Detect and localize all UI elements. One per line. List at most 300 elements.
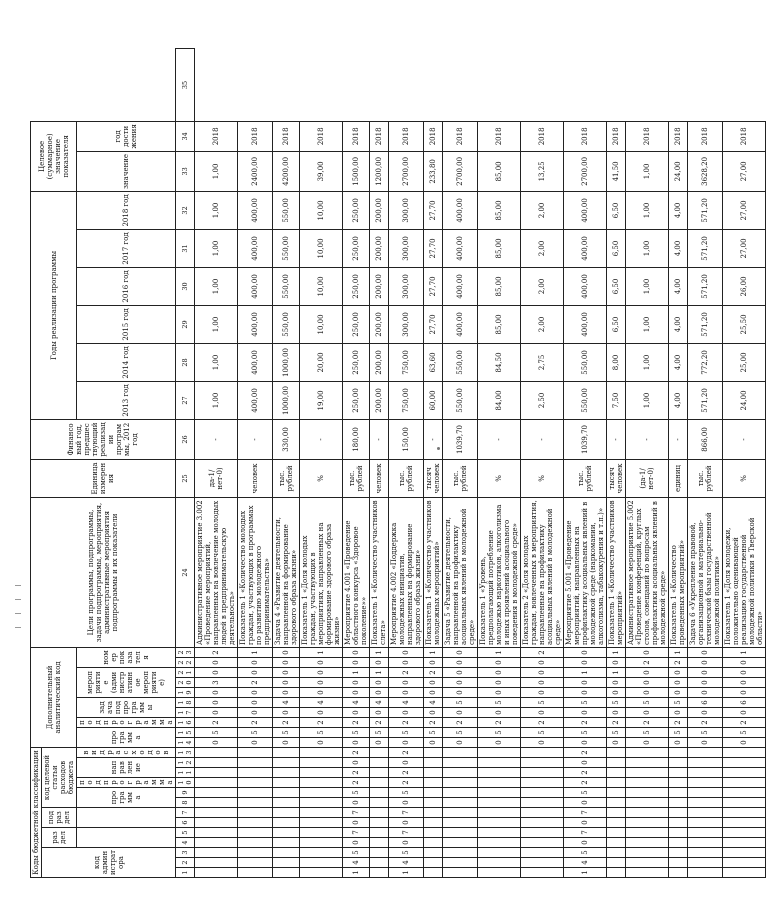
code-digit xyxy=(443,808,478,818)
column-number: 25 xyxy=(176,459,195,497)
year-value: 2,50 xyxy=(521,381,564,419)
code-digit: 4 xyxy=(370,697,389,707)
year-value: 1,00 xyxy=(626,381,669,419)
code-digit: 0 xyxy=(389,647,424,657)
target-value: 3628,20 xyxy=(688,151,723,191)
year-2018-header: 2018 год xyxy=(77,191,176,229)
code-digit xyxy=(273,858,300,868)
target-value: 1200,00 xyxy=(370,151,389,191)
code-digit xyxy=(626,858,669,868)
code-digit xyxy=(443,758,478,768)
code-digit xyxy=(443,798,478,808)
year-value: 19,00 xyxy=(300,381,343,419)
year-value: 84,00 xyxy=(478,381,521,419)
code-digit xyxy=(300,768,343,778)
row-fin-value: - xyxy=(521,419,564,459)
code-digit: 0 xyxy=(238,657,273,667)
code-digit: 0 xyxy=(626,667,669,677)
code-digit xyxy=(669,808,688,818)
code-digit xyxy=(370,828,389,838)
target-year: 2018 xyxy=(195,121,238,151)
row-unit: тыс. рублей xyxy=(273,459,300,497)
code-digit xyxy=(195,758,238,768)
program-table xyxy=(30,48,766,878)
row-fin-value: - xyxy=(723,419,766,459)
code-digit xyxy=(238,868,273,878)
code-digit xyxy=(478,778,521,788)
code-digit: 5 xyxy=(389,727,424,737)
code-digit: 5 xyxy=(564,788,607,798)
code-digit: 0 xyxy=(521,687,564,697)
row-name: Административное мероприятие 5.002 «Проведение конференций, круглых столов, совещаний по вопросам профилактики асоциальных явлений в молодежной среде» xyxy=(626,497,669,647)
target-value: 27,00 xyxy=(723,151,766,191)
code-digit: 0 xyxy=(195,737,238,747)
section-header: раздел xyxy=(42,828,77,848)
code-digit xyxy=(300,798,343,808)
code-digit xyxy=(607,828,626,838)
code-digit: 2 xyxy=(626,717,669,727)
code-digit: 0 xyxy=(370,737,389,747)
code-digit xyxy=(195,818,238,828)
codes-group-header: Коды бюджетной классификации xyxy=(31,747,42,877)
code-digit xyxy=(238,858,273,868)
code-digit xyxy=(424,798,443,808)
code-digit xyxy=(626,848,669,858)
code-digit xyxy=(723,848,766,858)
code-digit xyxy=(626,868,669,878)
code-digit xyxy=(273,808,300,818)
code-digit: 0 xyxy=(478,687,521,697)
row-fin-value: - xyxy=(195,419,238,459)
code-digit xyxy=(607,788,626,798)
code-digit: 3 xyxy=(195,677,238,687)
code-digit: 2 xyxy=(343,747,370,757)
year-value: 550,00 xyxy=(564,343,607,381)
expense-group-sub-header: вид расходов xyxy=(77,747,176,757)
year-value: 571,20 xyxy=(688,381,723,419)
code-digit: 0 xyxy=(688,667,723,677)
code-digit xyxy=(669,838,688,848)
target-value: 41,50 xyxy=(607,151,626,191)
code-digit xyxy=(607,768,626,778)
code-digit xyxy=(521,808,564,818)
target-value: 24,00 xyxy=(669,151,688,191)
code-digit: 0 xyxy=(370,657,389,667)
code-digit: 0 xyxy=(273,667,300,677)
year-value: 200,00 xyxy=(370,229,389,267)
year-value: 300,00 xyxy=(389,305,424,343)
target-year: 2018 xyxy=(343,121,370,151)
code-digit: 0 xyxy=(626,737,669,747)
year-value: 200,00 xyxy=(370,305,389,343)
code-digit: 1 xyxy=(424,647,443,657)
code-digit: 0 xyxy=(300,677,343,687)
code-digit: 2 xyxy=(478,717,521,727)
code-digit: 0 xyxy=(424,737,443,747)
code-digit: 0 xyxy=(478,737,521,747)
code-digit xyxy=(607,758,626,768)
column-number: 10 xyxy=(176,778,195,788)
target-year: 2018 xyxy=(723,121,766,151)
row-fin-value: - xyxy=(478,419,521,459)
code-digit xyxy=(273,747,300,757)
year-value: 63,60 xyxy=(424,343,443,381)
year-value: 4,00 xyxy=(669,229,688,267)
code-digit: 1 xyxy=(564,868,607,878)
years-group-header: Годы реализации программы xyxy=(31,191,77,419)
code-digit xyxy=(195,828,238,838)
code-digit xyxy=(607,808,626,818)
year-value: 550,00 xyxy=(273,305,300,343)
code-digit xyxy=(669,828,688,838)
year-value: 4,00 xyxy=(669,305,688,343)
code-digit xyxy=(669,778,688,788)
code-digit xyxy=(723,828,766,838)
code-digit xyxy=(424,818,443,828)
code-digit: 7 xyxy=(564,808,607,818)
rotated-table-wrapper xyxy=(30,48,764,878)
code-digit: 2 xyxy=(626,657,669,667)
row-fin-value: 330,00 xyxy=(273,419,300,459)
code-digit: 0 xyxy=(443,737,478,747)
code-digit xyxy=(370,848,389,858)
target-year-header: год достижения xyxy=(77,121,176,151)
year-value: 84,50 xyxy=(478,343,521,381)
year-value: 27,00 xyxy=(723,229,766,267)
code-digit: 0 xyxy=(389,657,424,667)
code-digit: 0 xyxy=(343,838,370,848)
code-digit: 1 xyxy=(723,647,766,657)
code-digit: 5 xyxy=(343,848,370,858)
year-value: 250,00 xyxy=(343,191,370,229)
code-digit: 5 xyxy=(424,727,443,737)
column-number: 17 xyxy=(176,707,195,717)
column-number: 21 xyxy=(176,667,195,677)
code-digit: 4 xyxy=(424,697,443,707)
code-digit xyxy=(370,818,389,828)
year-value: 200,00 xyxy=(370,267,389,305)
row-name: Показатель 2 «Доля молодых граждан, вовлеченных в мероприятия, направленные на профилактику асоциальных явлений в молодежной среде» xyxy=(521,497,564,647)
code-digit xyxy=(370,747,389,757)
code-digit xyxy=(370,868,389,878)
year-value: 250,00 xyxy=(343,305,370,343)
code-digit xyxy=(424,747,443,757)
target-value: 39,00 xyxy=(300,151,343,191)
year-value: 250,00 xyxy=(343,267,370,305)
code-digit xyxy=(607,778,626,788)
table-row xyxy=(238,49,273,878)
code-digit: 5 xyxy=(688,727,723,737)
table-row xyxy=(343,49,370,878)
code-digit: 2 xyxy=(424,717,443,727)
code-digit: 5 xyxy=(669,727,688,737)
column-number: 1 xyxy=(176,868,195,878)
code-digit: 0 xyxy=(669,667,688,677)
code-digit: 0 xyxy=(564,647,607,657)
code-digit xyxy=(238,788,273,798)
year-value: 1,00 xyxy=(195,343,238,381)
code-digit: 6 xyxy=(723,697,766,707)
year-value: 400,00 xyxy=(238,305,273,343)
year-value: 85,00 xyxy=(478,229,521,267)
row-name: Показатель 1 «Количество участников мероприятий» xyxy=(607,497,626,647)
code-digit xyxy=(195,808,238,818)
code-digit xyxy=(195,768,238,778)
code-digit: 0 xyxy=(195,707,238,717)
code-digit xyxy=(370,858,389,868)
year-value: 300,00 xyxy=(389,267,424,305)
year-2014-header: 2014 год xyxy=(77,343,176,381)
code-digit: 0 xyxy=(669,687,688,697)
code-digit: 0 xyxy=(424,657,443,667)
name-column-header: Цели программы, подпрограммы, задачи подпрограммы, мероприятия, административные мероприятия подпрограммы и их показатели xyxy=(31,497,176,647)
code-digit: 0 xyxy=(521,677,564,687)
code-digit xyxy=(273,798,300,808)
code-digit xyxy=(478,808,521,818)
year-value: 26,00 xyxy=(723,267,766,305)
code-digit: 0 xyxy=(389,677,424,687)
code-digit xyxy=(521,788,564,798)
code-digit: 0 xyxy=(273,707,300,717)
code-digit xyxy=(521,838,564,848)
year-value: 550,00 xyxy=(273,229,300,267)
column-number: 20 xyxy=(176,677,195,687)
code-digit xyxy=(521,798,564,808)
program-sub-header: программа xyxy=(77,788,176,808)
year-value: 2,00 xyxy=(521,305,564,343)
row-fin-value: - xyxy=(607,419,626,459)
code-digit xyxy=(521,818,564,828)
column-number: 22 xyxy=(176,657,195,667)
code-digit: 7 xyxy=(564,828,607,838)
year-value: 2,00 xyxy=(521,267,564,305)
code-digit: 2 xyxy=(389,717,424,727)
year-value: 300,00 xyxy=(389,191,424,229)
code-digit: 1 xyxy=(389,868,424,878)
code-digit xyxy=(300,808,343,818)
year-value: 1,00 xyxy=(195,229,238,267)
code-digit xyxy=(521,858,564,868)
year-value: 27,70 xyxy=(424,191,443,229)
target-year: 2018 xyxy=(669,121,688,151)
year-value: 250,00 xyxy=(343,229,370,267)
column-number: 13 xyxy=(176,747,195,757)
code-digit xyxy=(723,788,766,798)
target-value: 2400,00 xyxy=(238,151,273,191)
code-digit: 0 xyxy=(669,707,688,717)
code-digit xyxy=(688,868,723,878)
code-digit xyxy=(723,858,766,868)
year-value: 400,00 xyxy=(443,229,478,267)
code-digit: 0 xyxy=(478,707,521,717)
code-digit xyxy=(626,788,669,798)
year-value: 85,00 xyxy=(478,191,521,229)
code-digit: 5 xyxy=(273,727,300,737)
target-value: 2700,00 xyxy=(389,151,424,191)
code-digit: 0 xyxy=(723,657,766,667)
target-value: 2700,00 xyxy=(443,151,478,191)
code-digit: 5 xyxy=(478,727,521,737)
year-value: 1,00 xyxy=(626,343,669,381)
code-digit xyxy=(626,778,669,788)
year-value: 571,20 xyxy=(688,191,723,229)
year-value: 400,00 xyxy=(238,267,273,305)
code-digit xyxy=(195,798,238,808)
code-digit xyxy=(626,838,669,848)
code-digit: 0 xyxy=(424,687,443,697)
year-value: 10,00 xyxy=(300,305,343,343)
column-number: 6 xyxy=(176,818,195,828)
code-digit: 0 xyxy=(273,677,300,687)
code-digit: 1 xyxy=(564,667,607,677)
code-digit: 5 xyxy=(389,848,424,858)
code-digit: 0 xyxy=(626,687,669,697)
column-number: 9 xyxy=(176,788,195,798)
code-digit xyxy=(424,768,443,778)
code-digit xyxy=(300,868,343,878)
target-value: 233,80 xyxy=(424,151,443,191)
year-value: 400,00 xyxy=(564,191,607,229)
year-value: 550,00 xyxy=(273,191,300,229)
code-digit xyxy=(195,848,238,858)
code-digit: 0 xyxy=(688,657,723,667)
year-value: 1,00 xyxy=(626,305,669,343)
target-year: 2018 xyxy=(443,121,478,151)
code-digit xyxy=(443,868,478,878)
code-digit: 0 xyxy=(564,657,607,667)
code-digit xyxy=(669,798,688,808)
target-value: 4200,00 xyxy=(273,151,300,191)
row-name: Показатель 1 «Количество участников слета» xyxy=(370,497,389,647)
code-digit xyxy=(688,778,723,788)
column-number: 19 xyxy=(176,687,195,697)
code-digit xyxy=(669,848,688,858)
code-digit xyxy=(478,838,521,848)
row-name: Задача 4 «Развитие деятельности, направленной на формирование здорового образа жизни» xyxy=(273,497,300,647)
table-row xyxy=(300,49,343,878)
code-digit xyxy=(195,788,238,798)
code-digit: 1 xyxy=(343,667,370,677)
table-row xyxy=(688,49,723,878)
year-value: 772,20 xyxy=(688,343,723,381)
code-digit: 7 xyxy=(343,808,370,818)
code-digit: 0 xyxy=(343,758,370,768)
code-digit: 0 xyxy=(723,667,766,677)
code-digit: 0 xyxy=(443,707,478,717)
code-digit xyxy=(273,828,300,838)
code-digit: 2 xyxy=(195,647,238,657)
year-value: 27,70 xyxy=(424,305,443,343)
code-digit xyxy=(478,848,521,858)
code-digit: 0 xyxy=(564,758,607,768)
code-digit xyxy=(607,868,626,878)
code-digit: 0 xyxy=(195,657,238,667)
code-digit: 0 xyxy=(370,687,389,697)
year-2013-header: 2013 год xyxy=(77,381,176,419)
code-digit: 0 xyxy=(238,697,273,707)
row-unit: человек xyxy=(238,459,273,497)
target-year: 2018 xyxy=(300,121,343,151)
column-number: 31 xyxy=(176,229,195,267)
code-digit xyxy=(424,858,443,868)
code-digit xyxy=(238,758,273,768)
code-digit xyxy=(688,808,723,818)
column-number: 28 xyxy=(176,343,195,381)
code-digit: 0 xyxy=(607,707,626,717)
code-digit: 0 xyxy=(443,647,478,657)
code-digit: 0 xyxy=(238,737,273,747)
code-digit xyxy=(424,788,443,798)
target-value: 1,00 xyxy=(195,151,238,191)
year-value: 60,00 xyxy=(424,381,443,419)
column-number: 26 xyxy=(176,419,195,459)
year-value: 400,00 xyxy=(564,305,607,343)
code-digit: 0 xyxy=(343,677,370,687)
code-digit: 5 xyxy=(195,727,238,737)
target-year: 2018 xyxy=(273,121,300,151)
code-digit: 0 xyxy=(389,818,424,828)
code-digit: 0 xyxy=(688,707,723,717)
code-digit: 5 xyxy=(370,727,389,737)
code-digit: 2 xyxy=(521,717,564,727)
year-value: 6,50 xyxy=(607,229,626,267)
code-digit: 4 xyxy=(343,858,370,868)
code-digit: 0 xyxy=(300,657,343,667)
code-digit xyxy=(273,848,300,858)
measure-header: мероприятие (административное мероприятие) xyxy=(77,667,176,697)
code-digit: 5 xyxy=(626,727,669,737)
column-number: 35 xyxy=(176,49,195,122)
column-number: 14 xyxy=(176,737,195,747)
year-value: 400,00 xyxy=(238,229,273,267)
code-digit: 0 xyxy=(669,677,688,687)
target-year: 2018 xyxy=(564,121,607,151)
code-digit: 5 xyxy=(300,727,343,737)
code-digit: 1 xyxy=(300,647,343,657)
code-digit: 6 xyxy=(688,697,723,707)
table-row xyxy=(521,49,564,878)
code-digit: 1 xyxy=(478,647,521,657)
code-digit xyxy=(626,747,669,757)
code-digit xyxy=(273,838,300,848)
code-digit xyxy=(478,768,521,778)
code-digit xyxy=(300,758,343,768)
code-digit xyxy=(424,828,443,838)
year-value: 1,00 xyxy=(195,267,238,305)
code-digit xyxy=(273,758,300,768)
code-digit: 5 xyxy=(723,727,766,737)
code-digit: 0 xyxy=(389,707,424,717)
column-number: 2 xyxy=(176,858,195,868)
code-digit: 0 xyxy=(343,707,370,717)
code-digit: 1 xyxy=(238,647,273,657)
table-row xyxy=(370,49,389,878)
code-digit: 0 xyxy=(564,838,607,848)
code-digit: 5 xyxy=(564,848,607,858)
code-digit: 0 xyxy=(688,677,723,687)
code-digit: 0 xyxy=(564,707,607,717)
column-number: 5 xyxy=(176,828,195,838)
code-digit: 0 xyxy=(607,737,626,747)
code-digit xyxy=(443,858,478,868)
table-row xyxy=(424,49,443,878)
table-row xyxy=(607,49,626,878)
row-fin-value: 866,00 xyxy=(688,419,723,459)
code-digit: 0 xyxy=(343,798,370,808)
code-digit xyxy=(607,798,626,808)
code-digit: 7 xyxy=(389,808,424,818)
code-digit: 5 xyxy=(238,727,273,737)
